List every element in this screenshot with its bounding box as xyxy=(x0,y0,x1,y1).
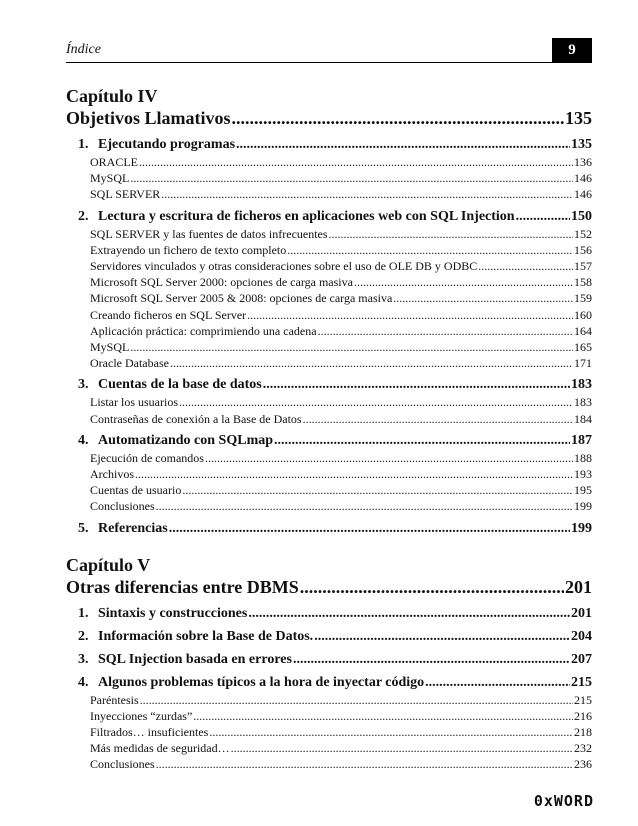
dot-leader xyxy=(314,627,570,646)
subsection-page: 183 xyxy=(574,395,592,410)
dot-leader xyxy=(318,323,573,339)
subsection-entry xyxy=(66,258,592,274)
subsection-page: 216 xyxy=(574,708,592,723)
subsection-title: Servidores vinculados y otras consideraciones sobre el uso de OLE DB y ODBC xyxy=(90,259,478,274)
dot-leader xyxy=(130,339,573,355)
subsection-entry xyxy=(66,724,592,740)
dot-leader xyxy=(231,740,573,756)
subsection-entry xyxy=(66,290,592,306)
subsection-title: Paréntesis xyxy=(90,692,139,707)
subsection-title: SQL SERVER xyxy=(90,187,161,202)
section-entry xyxy=(66,519,592,538)
subsection-title: Contraseñas de conexión a la Base de Datos xyxy=(90,411,302,426)
section-title: Información sobre la Base de Datos. xyxy=(98,628,314,644)
section-title: Automatizando con SQLmap xyxy=(98,432,274,448)
dot-leader xyxy=(130,170,573,186)
section-entry xyxy=(66,627,592,646)
dot-leader xyxy=(287,242,573,258)
dot-leader xyxy=(293,650,570,669)
subsection-entry xyxy=(66,339,592,355)
dot-leader xyxy=(329,226,573,242)
section-page: 207 xyxy=(571,651,592,667)
subsection-title: Aplicación práctica: comprimiendo una cadena xyxy=(90,323,317,338)
subsection-title: MySQL xyxy=(90,340,130,355)
dot-leader xyxy=(354,274,573,290)
section-entry xyxy=(66,431,592,450)
section-entry xyxy=(66,673,592,692)
subsection-page: 136 xyxy=(574,155,592,169)
section-entry xyxy=(66,604,592,623)
section-page: 201 xyxy=(571,605,592,621)
section-number: 1. xyxy=(78,137,89,152)
subsection-entry xyxy=(66,450,592,466)
dot-leader xyxy=(169,519,570,538)
subsection-page: 146 xyxy=(574,171,592,186)
section-title: Lectura y escritura de ficheros en aplicaciones web con SQL Injection xyxy=(98,208,515,224)
subsection-title: Oracle Database xyxy=(90,356,169,371)
subsection-entry xyxy=(66,708,592,724)
chapter-title-line xyxy=(66,107,592,129)
section-title: Sintaxis y construcciones xyxy=(98,605,248,621)
subsection-page: 164 xyxy=(574,323,592,338)
section-number: 2. xyxy=(78,628,89,644)
section-page: 150 xyxy=(571,208,592,224)
dot-leader xyxy=(156,756,573,772)
subsection-page: 152 xyxy=(574,226,592,241)
header-title: Índice xyxy=(66,42,101,57)
subsection-page: 199 xyxy=(574,499,592,514)
dot-leader xyxy=(274,431,570,450)
dot-leader xyxy=(263,375,570,394)
section-entry xyxy=(66,135,592,154)
subsection-page: 195 xyxy=(574,483,592,498)
dot-leader xyxy=(156,498,573,514)
subsection-title: SQL SERVER y las fuentes de datos infrecuentes xyxy=(90,226,328,241)
subsection-entry xyxy=(66,756,592,772)
section-page: 204 xyxy=(571,628,592,644)
dot-leader xyxy=(179,394,573,410)
page-header xyxy=(66,38,592,63)
subsection-entry xyxy=(66,154,592,170)
page-number: 9 xyxy=(552,38,592,62)
subsection-title: Archivos xyxy=(90,467,134,482)
chapter-title: Otras diferencias entre DBMS xyxy=(66,576,299,597)
dot-leader xyxy=(140,692,573,708)
subsection-title: Filtrados… insuficientes xyxy=(90,725,209,740)
dot-leader xyxy=(232,107,565,129)
section-number: 4. xyxy=(78,674,89,690)
subsection-page: 159 xyxy=(574,291,592,306)
subsection-title: Conclusiones xyxy=(90,757,155,772)
section-entry xyxy=(66,650,592,669)
chapter-title-line xyxy=(66,576,592,598)
dot-leader xyxy=(425,673,570,692)
section-number: 3. xyxy=(78,651,89,667)
subsection-entry xyxy=(66,226,592,242)
subsection-title: Conclusiones xyxy=(90,499,155,514)
subsection-title: Más medidas de seguridad… xyxy=(90,741,230,756)
section-title: Algunos problemas típicos a la hora de inyectar código xyxy=(98,674,425,690)
dot-leader xyxy=(478,258,573,274)
subsection-title: Ejecución de comandos xyxy=(90,450,204,465)
subsection-page: 146 xyxy=(574,187,592,202)
dot-leader xyxy=(303,411,573,427)
section-title: Referencias xyxy=(98,520,168,536)
subsection-entry xyxy=(66,323,592,339)
section-title: Ejecutando programas xyxy=(98,137,236,152)
subsection-entry xyxy=(66,242,592,258)
section-entry xyxy=(66,207,592,226)
section-page: 187 xyxy=(571,432,592,448)
subsection-entry xyxy=(66,692,592,708)
subsection-title: Microsoft SQL Server 2000: opciones de carga masiva xyxy=(90,275,353,290)
section-title: SQL Injection basada en errores xyxy=(98,651,292,667)
subsection-title: Inyecciones “zurdas” xyxy=(90,708,193,723)
section-number: 4. xyxy=(78,432,89,448)
publisher-logo: 0xWORD xyxy=(533,792,594,810)
subsection-entry xyxy=(66,482,592,498)
subsection-entry xyxy=(66,307,592,323)
subsection-title: Listar los usuarios xyxy=(90,395,178,410)
dot-leader xyxy=(300,576,564,598)
subsection-page: 236 xyxy=(574,757,592,772)
subsection-title: ORACLE xyxy=(90,155,138,169)
chapter-label: Capítulo IV xyxy=(66,86,158,106)
subsection-title: Cuentas de usuario xyxy=(90,483,182,498)
subsection-title: Creando ficheros en SQL Server xyxy=(90,307,247,322)
section-page: 135 xyxy=(571,137,592,152)
dot-leader xyxy=(248,604,570,623)
section-entry xyxy=(66,375,592,394)
subsection-page: 188 xyxy=(574,450,592,465)
subsection-entry xyxy=(66,466,592,482)
chapter-page: 201 xyxy=(565,576,592,597)
chapter-title: Objetivos Llamativos xyxy=(66,108,231,128)
section-number: 3. xyxy=(78,377,89,393)
dot-leader xyxy=(182,482,573,498)
dot-leader xyxy=(170,355,573,371)
chapter xyxy=(66,554,592,773)
section-page: 183 xyxy=(571,377,592,393)
subsection-page: 218 xyxy=(574,725,592,740)
subsection-entry xyxy=(66,355,592,371)
dot-leader xyxy=(193,708,573,724)
subsection-entry xyxy=(66,186,592,202)
section-page: 215 xyxy=(571,674,592,690)
dot-leader xyxy=(247,307,573,323)
subsection-title: Microsoft SQL Server 2005 & 2008: opciones de carga masiva xyxy=(90,291,393,306)
table-of-contents xyxy=(66,85,592,773)
subsection-title: MySQL xyxy=(90,171,130,186)
chapter xyxy=(66,85,592,538)
subsection-page: 156 xyxy=(574,242,592,257)
dot-leader xyxy=(139,154,573,170)
subsection-page: 160 xyxy=(574,307,592,322)
subsection-page: 171 xyxy=(574,356,592,371)
dot-leader xyxy=(161,186,573,202)
dot-leader xyxy=(209,724,573,740)
section-number: 5. xyxy=(78,520,89,536)
subsection-page: 232 xyxy=(574,741,592,756)
subsection-page: 165 xyxy=(574,340,592,355)
dot-leader xyxy=(236,135,570,154)
subsection-entry xyxy=(66,411,592,427)
chapter-page: 135 xyxy=(565,108,592,128)
subsection-entry xyxy=(66,740,592,756)
dot-leader xyxy=(205,450,573,466)
subsection-page: 193 xyxy=(574,467,592,482)
section-number: 2. xyxy=(78,208,89,224)
chapter-label: Capítulo V xyxy=(66,554,151,575)
dot-leader xyxy=(393,290,573,306)
subsection-page: 157 xyxy=(574,259,592,274)
dot-leader xyxy=(516,207,570,226)
subsection-page: 158 xyxy=(574,275,592,290)
subsection-entry xyxy=(66,274,592,290)
subsection-title: Extrayendo un fichero de texto completo xyxy=(90,242,287,257)
subsection-page: 215 xyxy=(574,692,592,707)
dot-leader xyxy=(135,466,573,482)
subsection-page: 184 xyxy=(574,411,592,426)
section-page: 199 xyxy=(571,520,592,536)
section-number: 1. xyxy=(78,605,89,621)
subsection-entry xyxy=(66,394,592,410)
subsection-entry xyxy=(66,170,592,186)
subsection-entry xyxy=(66,498,592,514)
section-title: Cuentas de la base de datos xyxy=(98,377,262,393)
